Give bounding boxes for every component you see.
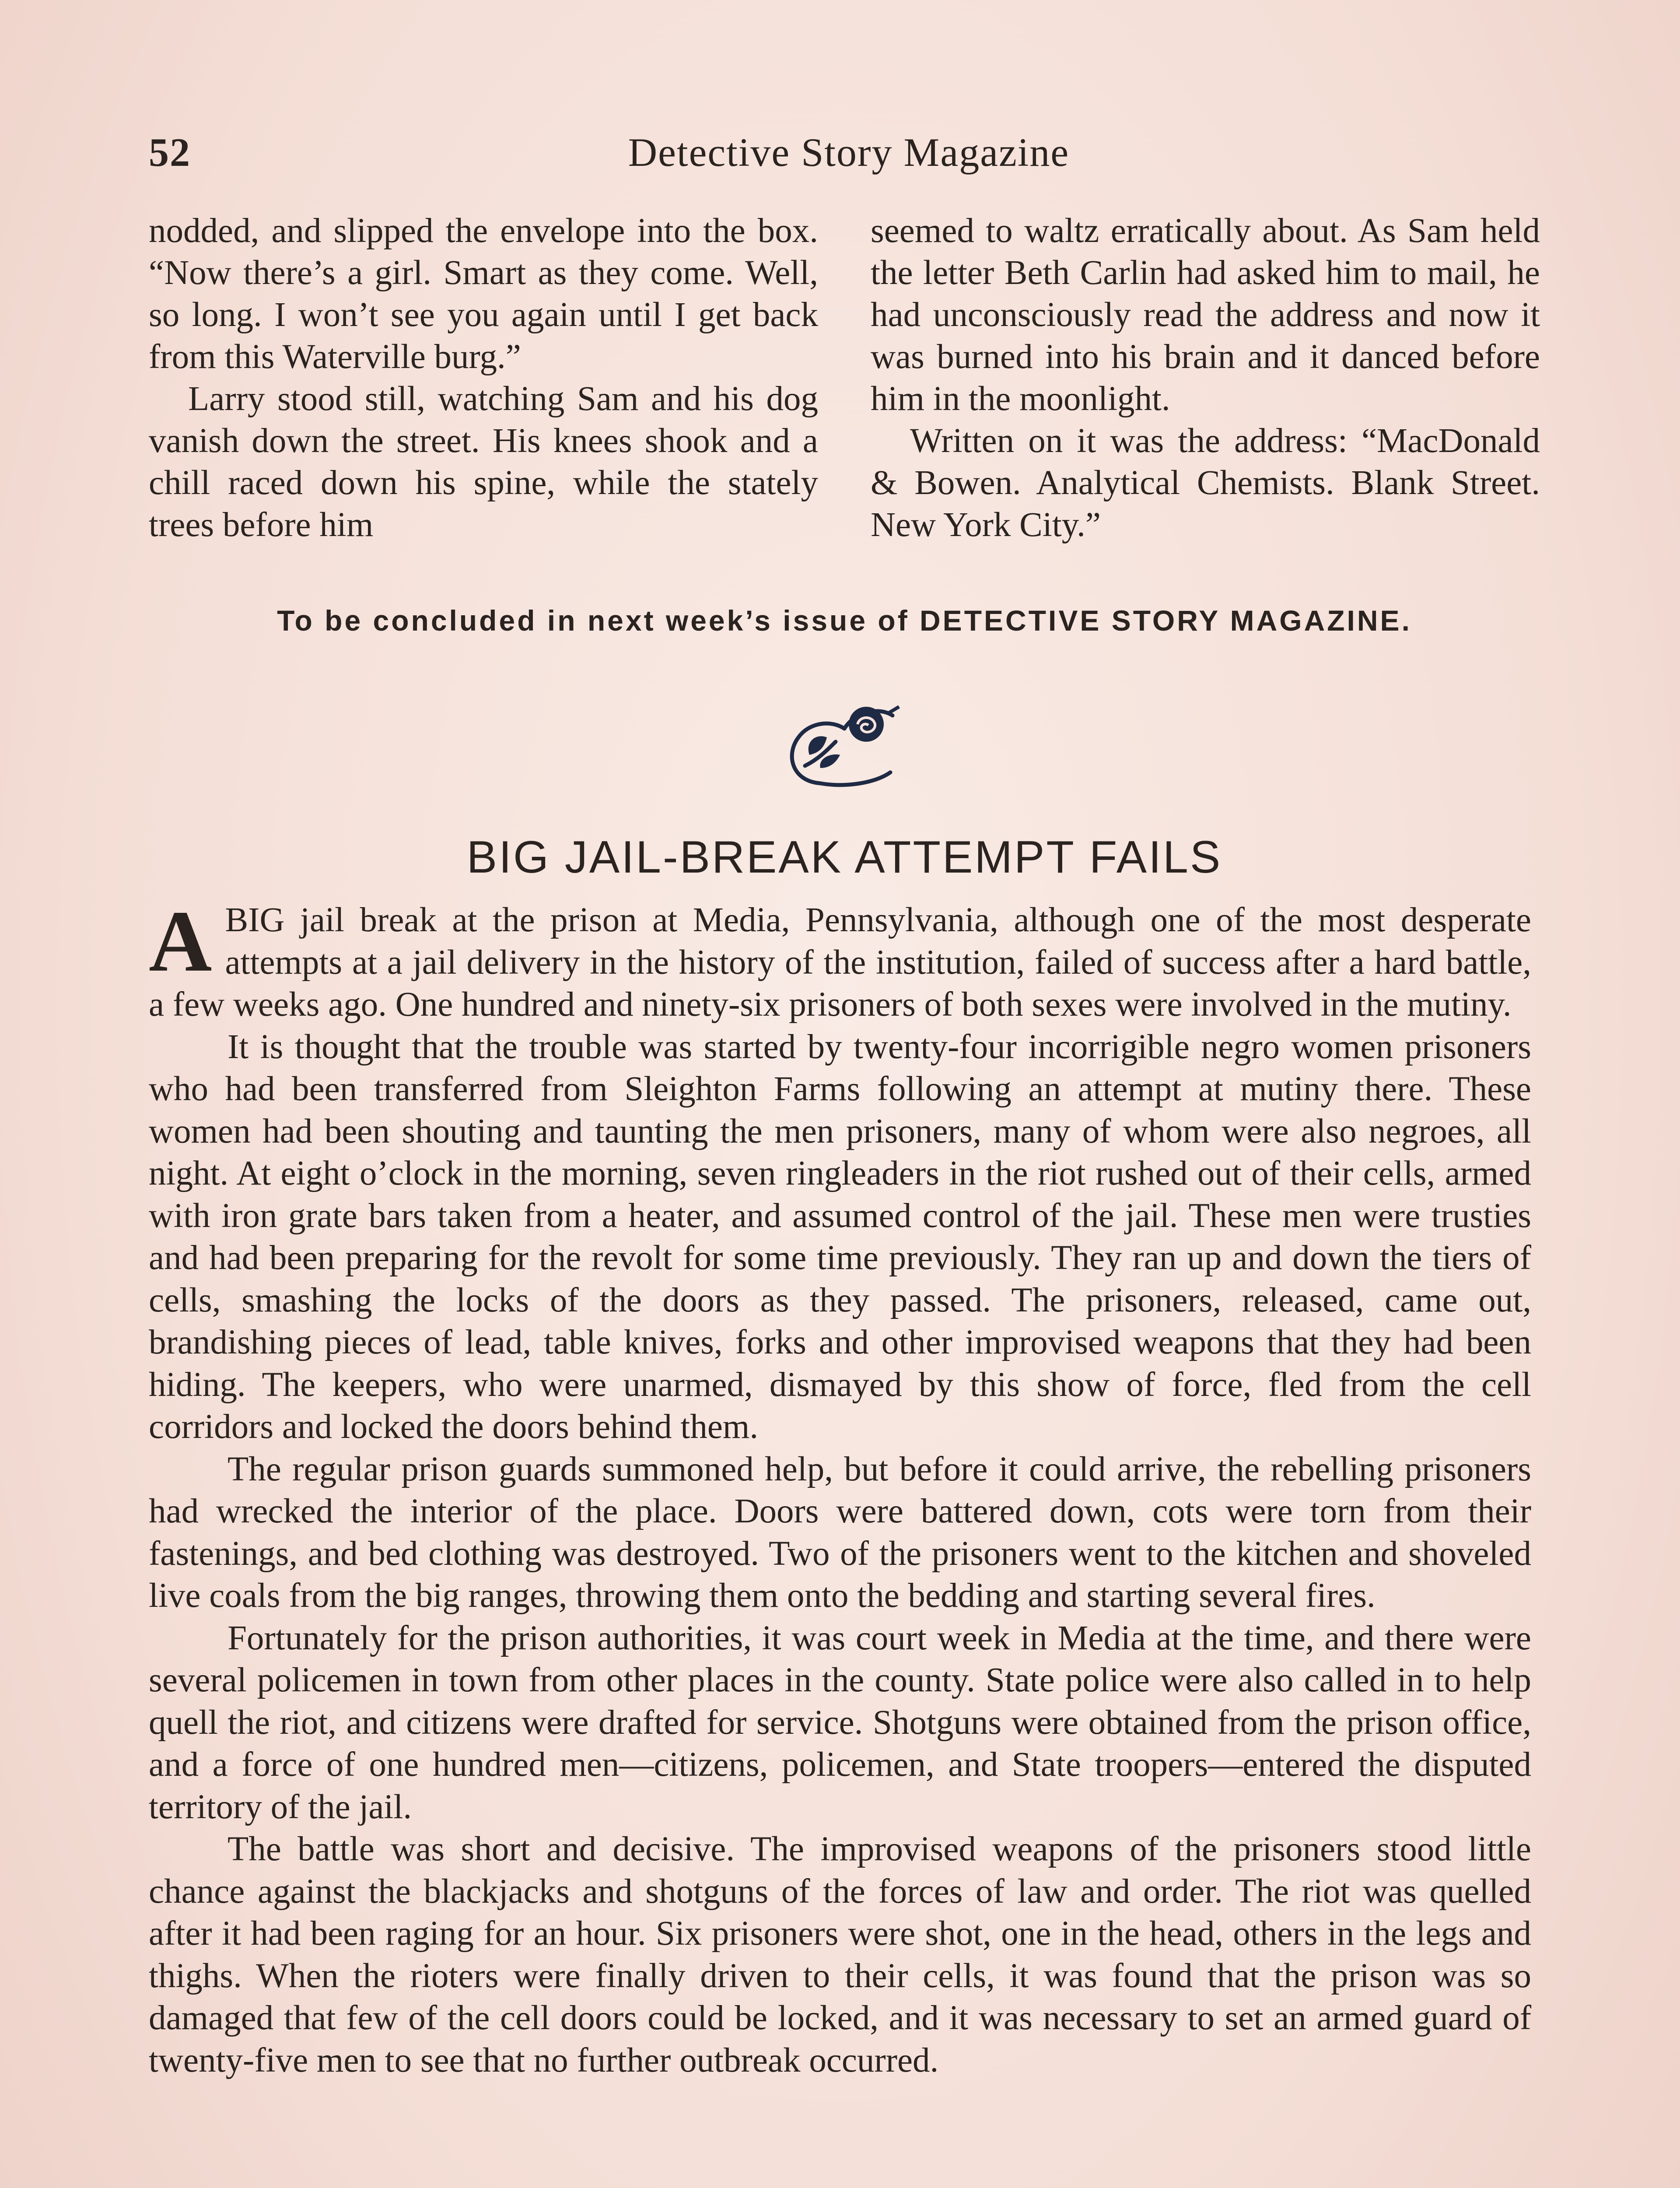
rose-vignette-icon: [779, 689, 910, 794]
page-header: [149, 129, 1549, 186]
article-paragraph-1-text: BIG jail break at the prison at Media, Pennsylvania, although one of the most desperate attempts at a jail delivery in the history of the institution, failed of success after a hard battle, a few weeks ago. One hundred and ninety-six prisoners of both sexes were involved in the mutiny.: [149, 901, 1531, 1024]
right-paragraph-1: seemed to waltz erratically about. As Sam held the letter Beth Carlin had asked him to mail, he had unconsciously read the address and now it was burned into his brain and it danced before him in the moonlight.: [871, 212, 1540, 418]
running-title: Detective Story Magazine: [628, 130, 1070, 175]
left-column: [149, 210, 818, 621]
article-paragraph-5: The battle was short and decisive. The improvised weapons of the prisoners stood little chance against the blackjacks and shotguns of the forces of law and order. The riot was quelled after it had been raging for an hour. Six prisoners were shot, one in the head, others in the legs and thighs. When the rioters were finally driven to their cells, it was found that the prison was so damaged that few of the cell doors could be locked, and it was necessary to set an armed guard of twenty-five men to see that no further outbreak occurred.: [149, 1830, 1531, 2079]
drop-cap: A: [149, 893, 212, 990]
article-paragraph-4: Fortunately for the prison authorities, it was court week in Media at the time, and there were several policemen in town from other places in the county. State police were also called in to help quell the riot, and citizens were drafted for service. Shotguns were obtained from the prison office, and a force of one hundred men—citizens, policemen, and State troopers—entered the disputed territory of the jail.: [149, 1619, 1531, 1826]
story-columns: [149, 210, 1540, 621]
right-column: [871, 210, 1540, 621]
continuation-notice: To be concluded in next week’s issue of DETECTIVE STORY MAGAZINE.: [277, 604, 1412, 637]
right-paragraph-2: Written on it was the address: “MacDonald & Bowen. Analytical Chemists. Blank Street. New York City.”: [871, 422, 1540, 544]
left-paragraph-1: nodded, and slipped the envelope into the box. “Now there’s a girl. Smart as they come. Well, so long. I won’t see you again until I get back from this Waterville burg.”: [149, 212, 818, 376]
left-paragraph-2: Larry stood still, watching Sam and his dog vanish down the street. His knees shook and a chill raced down his spine, while the stately trees before him: [149, 380, 818, 544]
article-paragraph-2: It is thought that the trouble was started by twenty-four incorrigible negro women prisoners who had been transferred from Sleighton Farms following an attempt at mutiny there. These women had been shouting and taunting the men prisoners, many of whom were also negroes, all night. At eight o’clock in the morning, seven ringleaders in the riot rushed out of their cells, armed with iron grate bars taken from a heater, and assumed control of the jail. These men were trusties and had been preparing for the revolt for some time previously. They ran up and down the tiers of cells, smashing the locks of the doors as they passed. The prisoners, released, came out, brandishing pieces of lead, table knives, forks and other improvised weapons that they had been hiding. The keepers, who were unarmed, dismayed by this show of force, fled from the cell corridors and locked the doors behind them.: [149, 1027, 1531, 1446]
article-title: BIG JAIL-BREAK ATTEMPT FAILS: [466, 832, 1222, 883]
article-paragraph-3: The regular prison guards summoned help, but before it could arrive, the rebelling prisoners had wrecked the interior of the place. Doors were battered down, cots were torn from their fastenings, and bed clothing was destroyed. Two of the prisoners went to the kitchen and shoveled live coals from the big ranges, throwing them onto the bedding and starting several fires.: [149, 1450, 1531, 1615]
article-body: [149, 893, 1531, 2082]
article-paragraph-1: [149, 893, 1531, 1026]
page-number: 52: [149, 130, 191, 175]
